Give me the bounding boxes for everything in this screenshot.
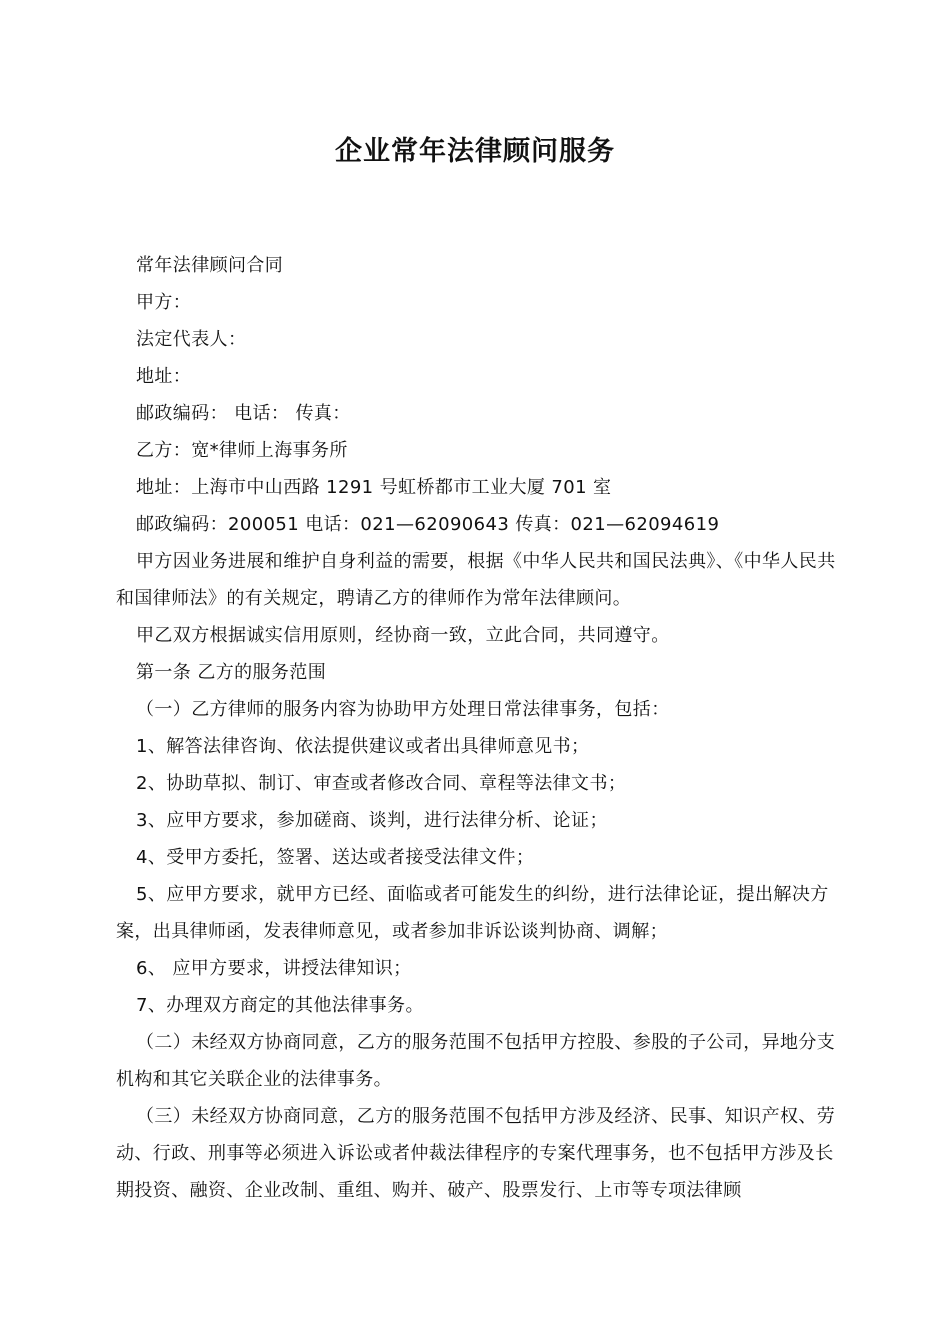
list-item: 2、协助草拟、制订、审查或者修改合同、章程等法律文书； — [136, 773, 627, 794]
list-item: 4、受甲方委托，签署、送达或者接受法律文件； — [136, 847, 535, 868]
agreement-paragraph: 甲乙双方根据诚实信用原则，经协商一致，立此合同，共同遵守。 — [136, 625, 670, 646]
party-a-address-label: 地址： — [136, 366, 192, 387]
party-a-label: 甲方： — [136, 292, 192, 313]
clause-three-paragraph: （三）未经双方协商同意，乙方的服务范围不包括甲方涉及经济、民事、知识产权、劳动、行政、刑事等必须进入诉讼或者仲裁法律程序的专案代理事务，也不包括甲方涉及长期投资、融资、企业改制、重组、购并、破产、股票发行、上市等专项法律顾 — [116, 1106, 836, 1201]
preamble-paragraph: 甲方因业务进展和维护自身利益的需要，根据《中华人民共和国民法典》、《中华人民共和国律师法》的有关规定，聘请乙方的律师作为常年法律顾问。 — [116, 551, 836, 609]
list-item: 3、应甲方要求，参加磋商、谈判，进行法律分析、论证； — [136, 810, 608, 831]
document-title: 企业常年法律顾问服务 — [335, 136, 615, 167]
party-a-contact-line: 邮政编码： 电话： 传真： — [136, 403, 351, 424]
contract-heading: 常年法律顾问合同 — [136, 255, 284, 276]
legal-representative-label: 法定代表人： — [136, 329, 247, 350]
party-b-line: 乙方：宽*律师上海事务所 — [136, 440, 348, 461]
clause-two-paragraph: （二）未经双方协商同意，乙方的服务范围不包括甲方控股、参股的子公司，异地分支机构和其它关联企业的法律事务。 — [116, 1032, 836, 1090]
list-item: 5、应甲方要求，就甲方已经、面临或者可能发生的纠纷，进行法律论证，提出解决方案，出具律师函，发表律师意见，或者参加非诉讼谈判协商、调解； — [116, 884, 829, 942]
clause-one-intro: （一）乙方律师的服务内容为协助甲方处理日常法律事务，包括： — [136, 699, 670, 720]
party-b-address-line: 地址：上海市中山西路 1291 号虹桥都市工业大厦 701 室 — [136, 477, 612, 498]
party-b-contact-line: 邮政编码：200051 电话：021—62090643 传真：021—62094619 — [136, 514, 720, 535]
article-one-heading: 第一条 乙方的服务范围 — [136, 662, 327, 683]
list-item: 1、解答法律咨询、依法提供建议或者出具律师意见书； — [136, 736, 590, 757]
list-item: 7、办理双方商定的其他法律事务。 — [136, 995, 424, 1016]
list-item: 6、 应甲方要求，讲授法律知识； — [136, 958, 412, 979]
document-body — [116, 247, 838, 1209]
